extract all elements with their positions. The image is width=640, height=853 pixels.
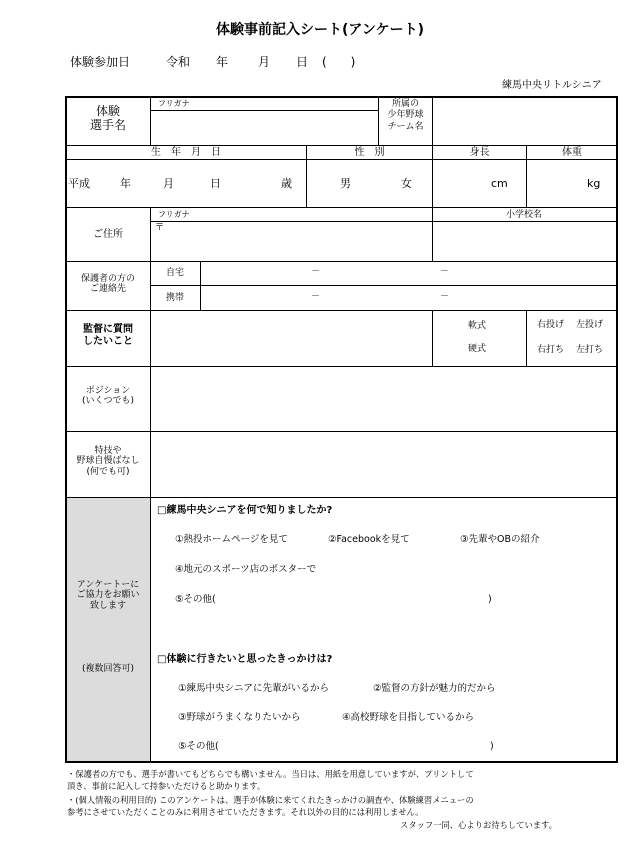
date-weekday: ( ) [322,55,356,69]
date-day: 日 [296,55,309,69]
footer-closing: スタッフ一同、心よりお待ちしています。 [400,820,557,830]
survey-multi-answer: (複数回答可) [81,664,135,674]
skill-label: 特技や 野球自慢ばなし (何でも可) [76,446,140,477]
option-right-bat[interactable]: 右打ち [537,345,565,355]
weight-header: 体重 [562,147,582,158]
footer-note-1b: 頂き、事前に記入して持参いただけると助かります。 [67,781,266,791]
address-furigana-label: フリガナ [158,210,190,219]
contact-label: 保護者の方の ご連絡先 [80,274,135,295]
home-phone-label: 自宅 [166,268,185,278]
footer-note-2b: 参考にさせていただくことのみに利用させていただきます。それ以外の目的には利用しません。 [67,807,424,817]
gender-header: 性 別 [354,147,385,158]
q1-option-3[interactable]: ③先輩やOBの紹介 [460,534,540,545]
skill-field[interactable] [152,433,615,496]
home-phone-dash-1: － [311,267,321,277]
q2-option-3[interactable]: ③野球がうまくなりたいから [178,712,301,723]
mobile-phone-dash-1: － [311,292,321,302]
option-left-bat[interactable]: 左打ち [576,345,604,355]
school-label: 小学校名 [506,210,543,220]
address-field[interactable] [152,223,431,260]
position-field[interactable] [152,368,615,430]
survey-q2: □体験に行きたいと思ったきっかけは? [157,654,333,665]
q2-option-5-close: ) [490,741,494,752]
postal-mark: 〒 [155,223,165,233]
home-phone-field[interactable] [202,263,615,284]
player-name-field[interactable] [152,112,376,143]
birth-day: 日 [210,177,221,190]
survey-label: アンケートーに ご協力をお願い 致します [76,580,140,611]
option-hard-ball[interactable]: 硬式 [468,344,487,354]
option-left-throw[interactable]: 左投げ [576,320,604,330]
home-phone-dash-2: － [440,267,450,277]
date-year: 年 [216,55,229,69]
gender-female[interactable]: 女 [401,177,412,190]
date-label: 体験参加日 [70,55,131,69]
age-unit: 歳 [281,177,292,190]
q1-option-4[interactable]: ④地元のスポーツ店のポスターで [175,564,317,575]
mobile-phone-dash-2: － [440,292,450,302]
birth-header: 生 年 月 日 [151,147,221,158]
q1-option-1[interactable]: ①熱投ホームページを見て [175,534,288,545]
team-label: 所属の 少年野球 チーム名 [387,99,424,132]
address-label: ご住所 [93,229,123,240]
team-name-field[interactable] [434,98,615,144]
survey-label-shade [65,497,150,762]
date-era: 令和 [166,55,191,69]
q1-option-5-close: ) [488,594,492,605]
org-name: 練馬中央リトルシニア [502,80,602,91]
q2-option-1[interactable]: ①練馬中央シニアに先輩がいるから [178,683,330,694]
q1-option-5[interactable]: ⑤その他( [175,594,216,605]
page-title: 体験事前記入シート(アンケート) [216,22,424,38]
birth-month: 月 [163,177,174,190]
question-label: 監督に質問 したいこと [83,324,133,347]
q2-option-2[interactable]: ②監督の方針が魅力的だから [373,683,496,694]
height-unit: cm [491,177,508,190]
footer-note-2: ・(個人情報の利用目的) このアンケートは、選手が体験に来てくれたきっかけの調査や、体験練習メニューの [67,795,474,805]
q2-option-5[interactable]: ⑤その他( [178,741,219,752]
q2-option-4[interactable]: ④高校野球を目指しているから [342,712,475,723]
school-field[interactable] [434,223,615,260]
survey-q1: □練馬中央シニアを何で知りましたか? [157,505,333,516]
gender-male[interactable]: 男 [340,177,351,190]
question-field[interactable] [152,312,431,365]
option-soft-ball[interactable]: 軟式 [468,321,487,331]
position-label: ポジション (いくつでも) [81,386,135,407]
date-month: 月 [258,55,271,69]
footer-note-1: ・保護者の方でも、選手が書いてもどちらでも構いません。当日は、用紙を用意していますが、プリントして [67,769,474,779]
height-header: 身長 [469,147,490,158]
q1-option-2[interactable]: ②Facebookを見て [328,534,410,545]
option-right-throw[interactable]: 右投げ [537,320,565,330]
weight-unit: kg [587,177,601,190]
player-name-label: 体験 選手名 [89,104,126,132]
mobile-phone-label: 携帯 [166,293,185,303]
birth-year: 年 [120,177,131,190]
player-furigana-label: フリガナ [158,99,190,108]
mobile-phone-field[interactable] [202,287,615,309]
birth-era: 平成 [68,177,90,190]
